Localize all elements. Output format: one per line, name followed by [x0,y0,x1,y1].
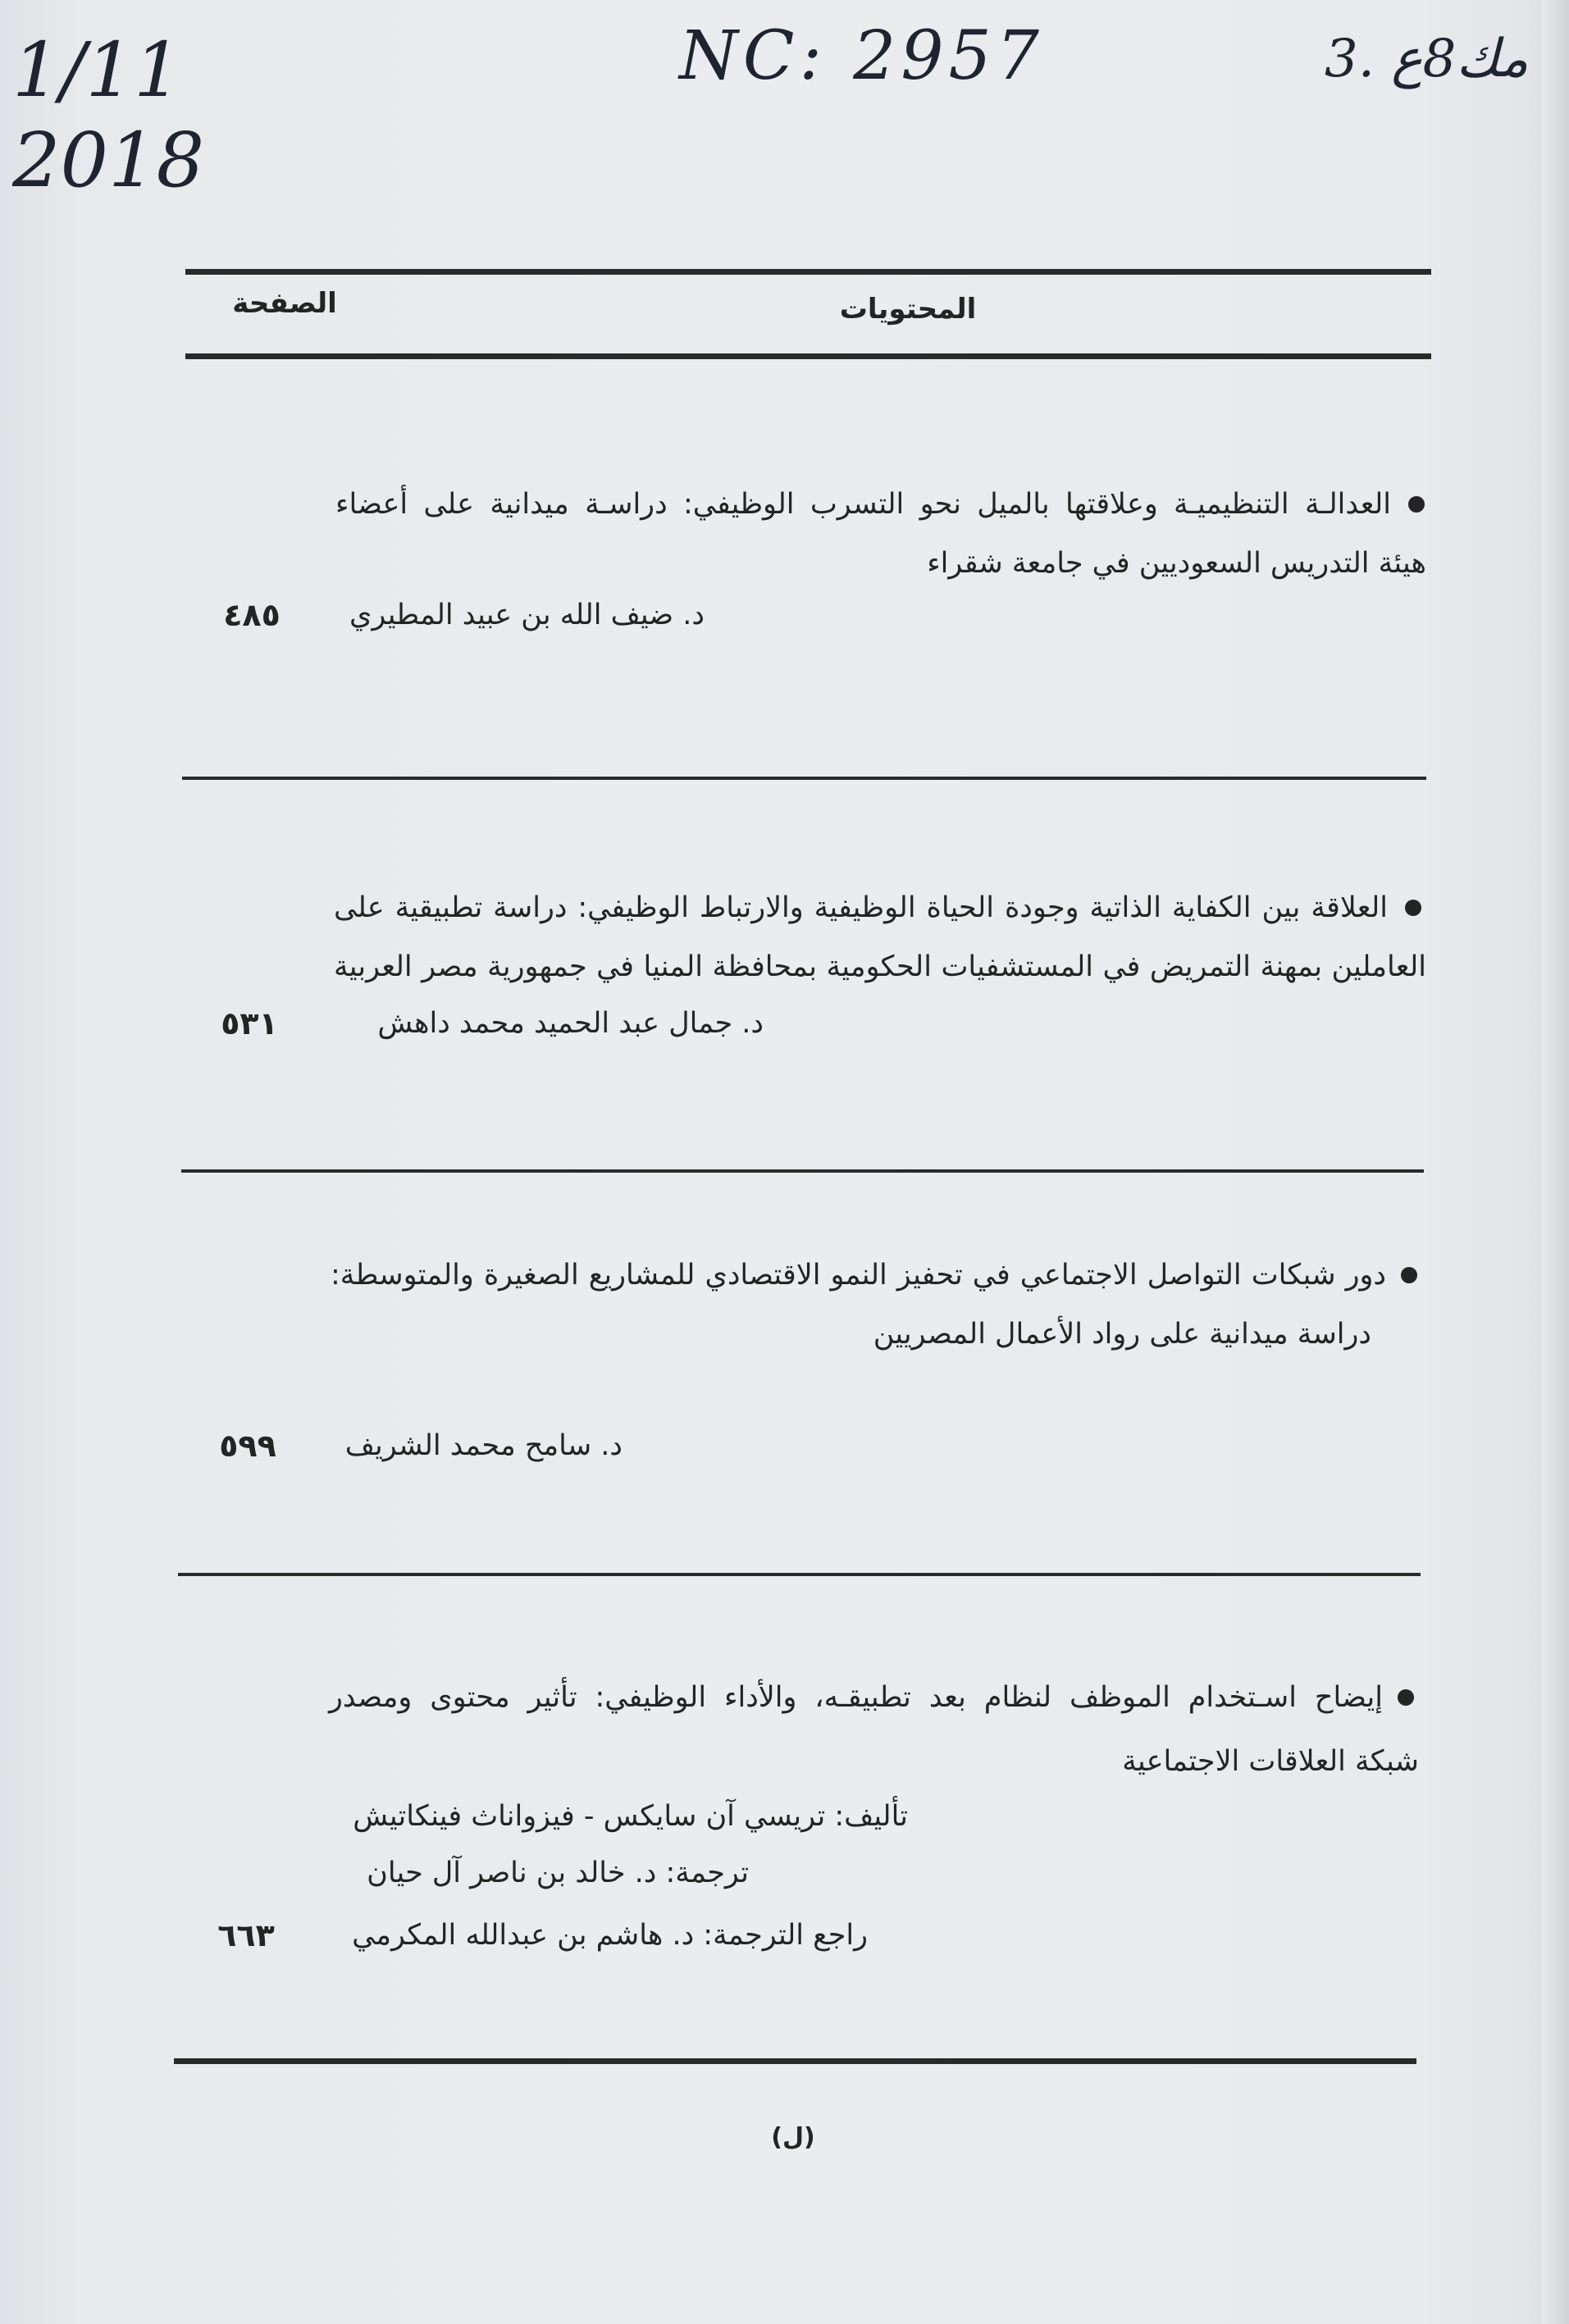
bullet-icon [1408,496,1425,513]
page-marker: (ل) [771,2123,815,2152]
bullet-icon [1405,900,1421,916]
entry-title-line: العلاقة بين الكفاية الذاتية وجودة الحياة الوظيفية والارتباط الوظيفي: دراسة تطبيقية على [334,891,1388,924]
entry-reviewer-line: راجع الترجمة: د. هاشم بن عبدالله المكرمي [352,1919,868,1952]
entry-author: د. جمال عبد الحميد محمد داهش [377,1007,764,1040]
entry-author: د. ضيف الله بن عبيد المطيري [349,599,705,631]
page-edge-shadow [1542,0,1569,2324]
handwritten-shelf-mark: 3. مك8ع [1325,29,1529,89]
entry-title-line: العاملين بمهنة التمريض في المستشفيات الحكومية بمحافظة المنيا في جمهورية مصر العربية [334,950,1426,983]
entry-title-line: دراسة ميدانية على رواد الأعمال المصريين [873,1318,1371,1351]
entry-title-line: العدالـة التنظيميـة وعلاقتها بالميل نحو التسرب الوظيفي: دراسـة ميدانية على أعضاء [335,488,1391,521]
entry-title-line: هيئة التدريس السعوديين في جامعة شقراء [927,547,1426,580]
entry-page-number: ٤٨٥ [223,597,281,633]
handwritten-call-number: NC: 2957 [679,17,1044,95]
page-column-heading: الصفحة [232,287,337,320]
entry-author-line: تأليف: تريسي آن سايكس - فيزواناث فينكاتيش [353,1800,908,1833]
entry-title-line: شبكة العلاقات الاجتماعية [1122,1745,1419,1778]
bullet-icon [1398,1689,1414,1706]
entry-title-line: دور شبكات التواصل الاجتماعي في تحفيز النمو الاقتصادي للمشاريع الصغيرة والمتوسطة: [331,1259,1386,1292]
entry-page-number: ٦٦٣ [217,1917,275,1953]
entry-page-number: ٥٣١ [221,1005,278,1041]
handwritten-date: 1/11 [12,26,182,114]
bottom-rule [174,2058,1416,2064]
entry-divider [178,1573,1421,1576]
top-rule [185,269,1431,275]
handwritten-year: 2018 [12,116,205,204]
header-rule [185,353,1431,359]
entry-author: د. سامح محمد الشريف [344,1429,623,1462]
entry-divider [181,1169,1424,1173]
entry-page-number: ٥٩٩ [219,1428,276,1464]
entry-divider [182,777,1426,780]
bullet-icon [1401,1267,1417,1283]
entry-translator-line: ترجمة: د. خالد بن ناصر آل حيان [367,1857,749,1889]
contents-heading: المحتويات [839,293,977,326]
entry-title-line: إيضاح اسـتخدام الموظف لنظام بعد تطبيقـه، والأداء الوظيفي: تأثير محتوى ومصدر [329,1681,1383,1714]
